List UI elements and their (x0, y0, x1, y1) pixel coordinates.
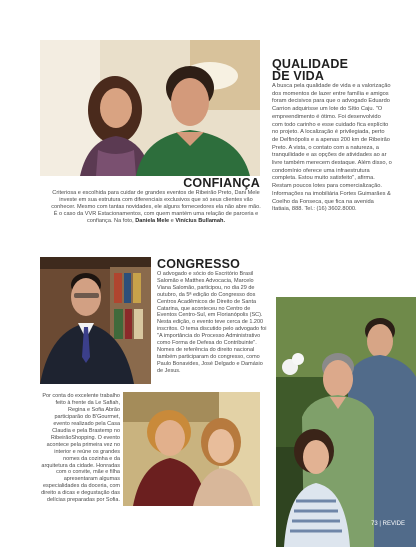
photo-daniela-vinicius-art (40, 40, 260, 176)
photo-eduardo-carrion-family (276, 297, 416, 547)
footer-separator: | (379, 521, 381, 527)
congresso-title: CONGRESSO (157, 257, 241, 271)
photo-regina-sofia-abrao (123, 392, 260, 506)
congresso-text: O advogado e sócio do Escritório Brasil Salomão e Matthes Advocacia, Marcelo Viana Salomão, participou, no dia 29 de outubro, da 5ª edição do Congresso dos Centros Acadêmicos de Direito de Santa Catarina, que aconteceu no Centro de Eventos Centro-Sul, em Florianópolis (SC). Nesta edição, o evento teve cerca de 1.200 inscritos. O tema discutido pelo advogado foi "A importância do Processo Administrativo como Forma de Defesa do Contribuinte". Nomes de referência do direito nacional também participaram do congresso, como Paulo Bonavides, José Delgado e Damásio de Jesus. (157, 271, 267, 374)
confianca-connector: e (170, 218, 174, 225)
photo-eduardo-carrion-family-art (276, 297, 416, 547)
page-number: 73 (371, 521, 378, 527)
qualidade-title-line-1: QUALIDADE (272, 57, 349, 71)
confianca-title: CONFIANÇA (183, 176, 260, 190)
confianca-text: Criteriosa e escolhida para cuidar de grandes eventos de Ribeirão Preto, Dani Mele investe em sua estrutura com diferenciais exclusivos que só seus clientes vão conhecer. Mesmo com tantas novidades, ele alguns fornecedores ela não abre mão. É o caso da VVR Estacionamentos, com quem mantém uma relação de parceria e confiança. Na foto, (51, 190, 261, 225)
qualidade-text: A busca pela qualidade de vida e a valorização dos momentos de lazer entre família e amigos foram decisivos para que o advogado Eduardo Carrion adquirisse um lote do Sítio Caju. "O empreendimento é ótimo. Foi desenvolvido com todo carinho e esse cuidado fica explícito no projeto. A localização é privilegiada, perto de Delfinópolis e a apenas 200 km de Ribeirão Preto. A vista, o contato com a natureza, a tranquilidade e as opções de atividades ao ar livre também merecem destaque. Além disso, o condomínio oferece uma infraestrutura completa. Estou muito satisfeito", afirma. Restam poucos lotes para comercialização. Informações na imobiliária Fortes Guimarães & Coelho da Fonseca, que fica na avenida Itatiaia, 888. Tel.: (16) 3602.8000. (272, 83, 392, 213)
photo-regina-sofia-abrao-art (123, 392, 260, 506)
confianca-name-2: Vinícius Bullamah. (175, 218, 225, 225)
magazine-name: REVIDE (382, 521, 405, 527)
photo-marcelo-salomao (40, 257, 151, 384)
photo-marcelo-salomao-art (40, 257, 151, 384)
confianca-name-1: Daniela Mele (135, 218, 170, 225)
qualidade-title (272, 58, 402, 82)
qualidade-title-line-2: DE VIDA (272, 69, 325, 83)
page-footer (345, 519, 405, 529)
confianca-text-block (50, 190, 262, 225)
photo-daniela-vinicius (40, 40, 260, 176)
bgourmet-text: Por conta do excelente trabalho feito à frente da Le Safiah, Regina e Sofia Abrão participarão do B'Gourmet, evento realizado pela Casa Claudia e pela Brastemp no RibeirãoShopping. O evento acontece pela primeira vez no interior e reúne os grandes nomes da cozinha e da arquitetura da cidade. Honradas com o convite, mãe e filha apresentaram algumas especialidades da doceria, com direito a dicas e degustação das delícias preparadas por Sofia. (41, 393, 120, 504)
